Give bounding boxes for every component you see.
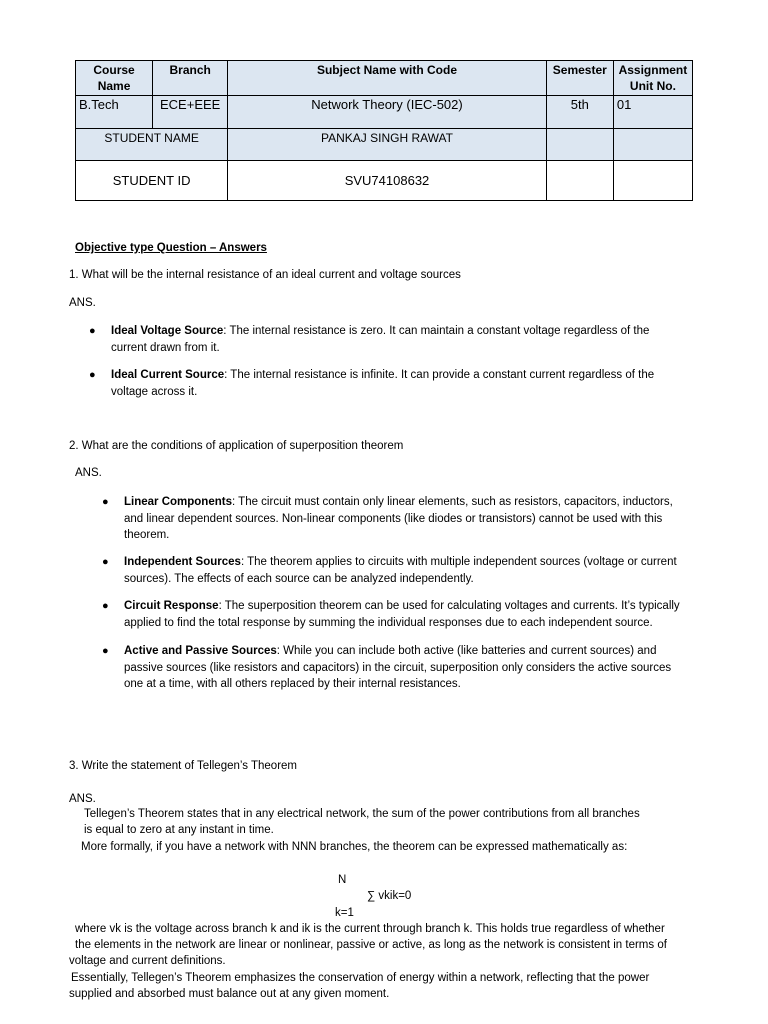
- list-item: [102, 554, 677, 587]
- student-name-value: PANKAJ SINGH RAWAT: [228, 129, 547, 161]
- bullet-icon: ●: [102, 600, 109, 612]
- bullet-text: : The internal resistance is infinite. It can provide a constant current regardless of the: [224, 369, 655, 381]
- subject-value: Network Theory (IEC-502): [228, 96, 547, 129]
- header-assignment-unit: Assignment Unit No.: [613, 61, 692, 96]
- branch-value: ECE+EEE: [153, 96, 228, 129]
- header-semester: Semester: [546, 61, 613, 96]
- header-subject: Subject Name with Code: [228, 61, 547, 96]
- bullet-text: : The circuit must contain only linear elements, such as resistors, capacitors, inductors,: [231, 496, 673, 508]
- list-item: [89, 367, 655, 400]
- bullet-text: : The superposition theorem can be used for calculating voltages and currents. It’s typically: [218, 600, 680, 612]
- paragraph-line: where vk is the voltage across branch k and ik is the current through branch k. This holds true regardless of whether: [75, 923, 665, 935]
- course-value: B.Tech: [76, 96, 153, 129]
- assignment-header-table: [75, 60, 693, 201]
- answer-label: ANS.: [69, 793, 96, 805]
- equation-upper-limit: N: [338, 874, 347, 886]
- list-item: [102, 643, 672, 693]
- paragraph-line: More formally, if you have a network with NNN branches, the theorem can be expressed mathematically as:: [81, 841, 628, 853]
- bullet-text: applied to find the total response by summing the individual responses due to each independent source.: [124, 616, 653, 629]
- bullet-icon: ●: [102, 556, 109, 568]
- equation-sum: ∑ vkik=0: [367, 890, 412, 902]
- empty-cell: [613, 129, 692, 161]
- paragraph-line: supplied and absorbed must balance out at any given moment.: [69, 988, 390, 1000]
- student-name-label: STUDENT NAME: [76, 129, 228, 161]
- bullet-text: theorem.: [124, 529, 170, 541]
- bullet-text: : The theorem applies to circuits with multiple independent sources (voltage or current: [240, 556, 677, 568]
- bullet-term: Linear Components: [124, 496, 232, 508]
- list-item: [89, 323, 650, 356]
- list-item: [102, 494, 673, 544]
- bullet-icon: ●: [102, 496, 109, 508]
- list-item: [102, 598, 680, 631]
- answer-label: ANS.: [75, 467, 102, 479]
- paragraph-line: voltage and current definitions.: [69, 955, 226, 967]
- bullet-icon: ●: [89, 369, 96, 381]
- paragraph-line: the elements in the network are linear or nonlinear, passive or active, as long as the network is consistent in terms of: [75, 939, 667, 951]
- bullet-term: Ideal Voltage Source: [111, 325, 224, 337]
- bullet-term: Circuit Response: [124, 600, 219, 612]
- bullet-text: : The internal resistance is zero. It can maintain a constant voltage regardless of the: [223, 325, 650, 337]
- paragraph-line: Essentially, Tellegen’s Theorem emphasizes the conservation of energy within a network, reflecting that the power: [71, 972, 650, 984]
- section-heading: Objective type Question – Answers: [75, 242, 267, 254]
- semester-value: 5th: [546, 96, 613, 129]
- bullet-text: : While you can include both active (like batteries and current sources) and: [276, 645, 657, 657]
- answer-label: ANS.: [69, 297, 96, 309]
- question-1: 1. What will be the internal resistance of an ideal current and voltage sources: [69, 269, 461, 281]
- question-3: 3. Write the statement of Tellegen’s Theorem: [69, 760, 297, 772]
- bullet-text: sources). The effects of each source can be analyzed independently.: [124, 572, 474, 585]
- header-course-name: Course Name: [76, 61, 153, 96]
- bullet-icon: ●: [102, 645, 109, 657]
- bullet-text: passive sources (like resistors and capacitors) in the circuit, superposition only considers the active sources: [124, 661, 672, 674]
- bullet-text: one at a time, with all others replaced by their internal resistances.: [124, 678, 461, 690]
- bullet-term: Independent Sources: [124, 556, 241, 568]
- empty-cell: [546, 161, 613, 201]
- equation-lower-limit: k=1: [335, 907, 354, 919]
- empty-cell: [613, 161, 692, 201]
- bullet-text: current drawn from it.: [111, 341, 220, 354]
- paragraph-line: is equal to zero at any instant in time.: [84, 824, 274, 836]
- assignment-no-value: 01: [613, 96, 692, 129]
- empty-cell: [546, 129, 613, 161]
- student-id-value: SVU74108632: [228, 161, 547, 201]
- header-branch: Branch: [153, 61, 228, 96]
- paragraph-line: Tellegen’s Theorem states that in any electrical network, the sum of the power contributions from all branches: [84, 808, 640, 820]
- student-id-label: STUDENT ID: [76, 161, 228, 201]
- bullet-icon: ●: [89, 325, 96, 337]
- bullet-text: and linear dependent sources. Non-linear components (like diodes or transistors) cannot be used with this: [124, 512, 663, 525]
- bullet-term: Ideal Current Source: [111, 369, 225, 381]
- bullet-term: Active and Passive Sources: [124, 645, 277, 657]
- question-2: 2. What are the conditions of application of superposition theorem: [69, 440, 404, 452]
- bullet-text: voltage across it.: [111, 385, 198, 398]
